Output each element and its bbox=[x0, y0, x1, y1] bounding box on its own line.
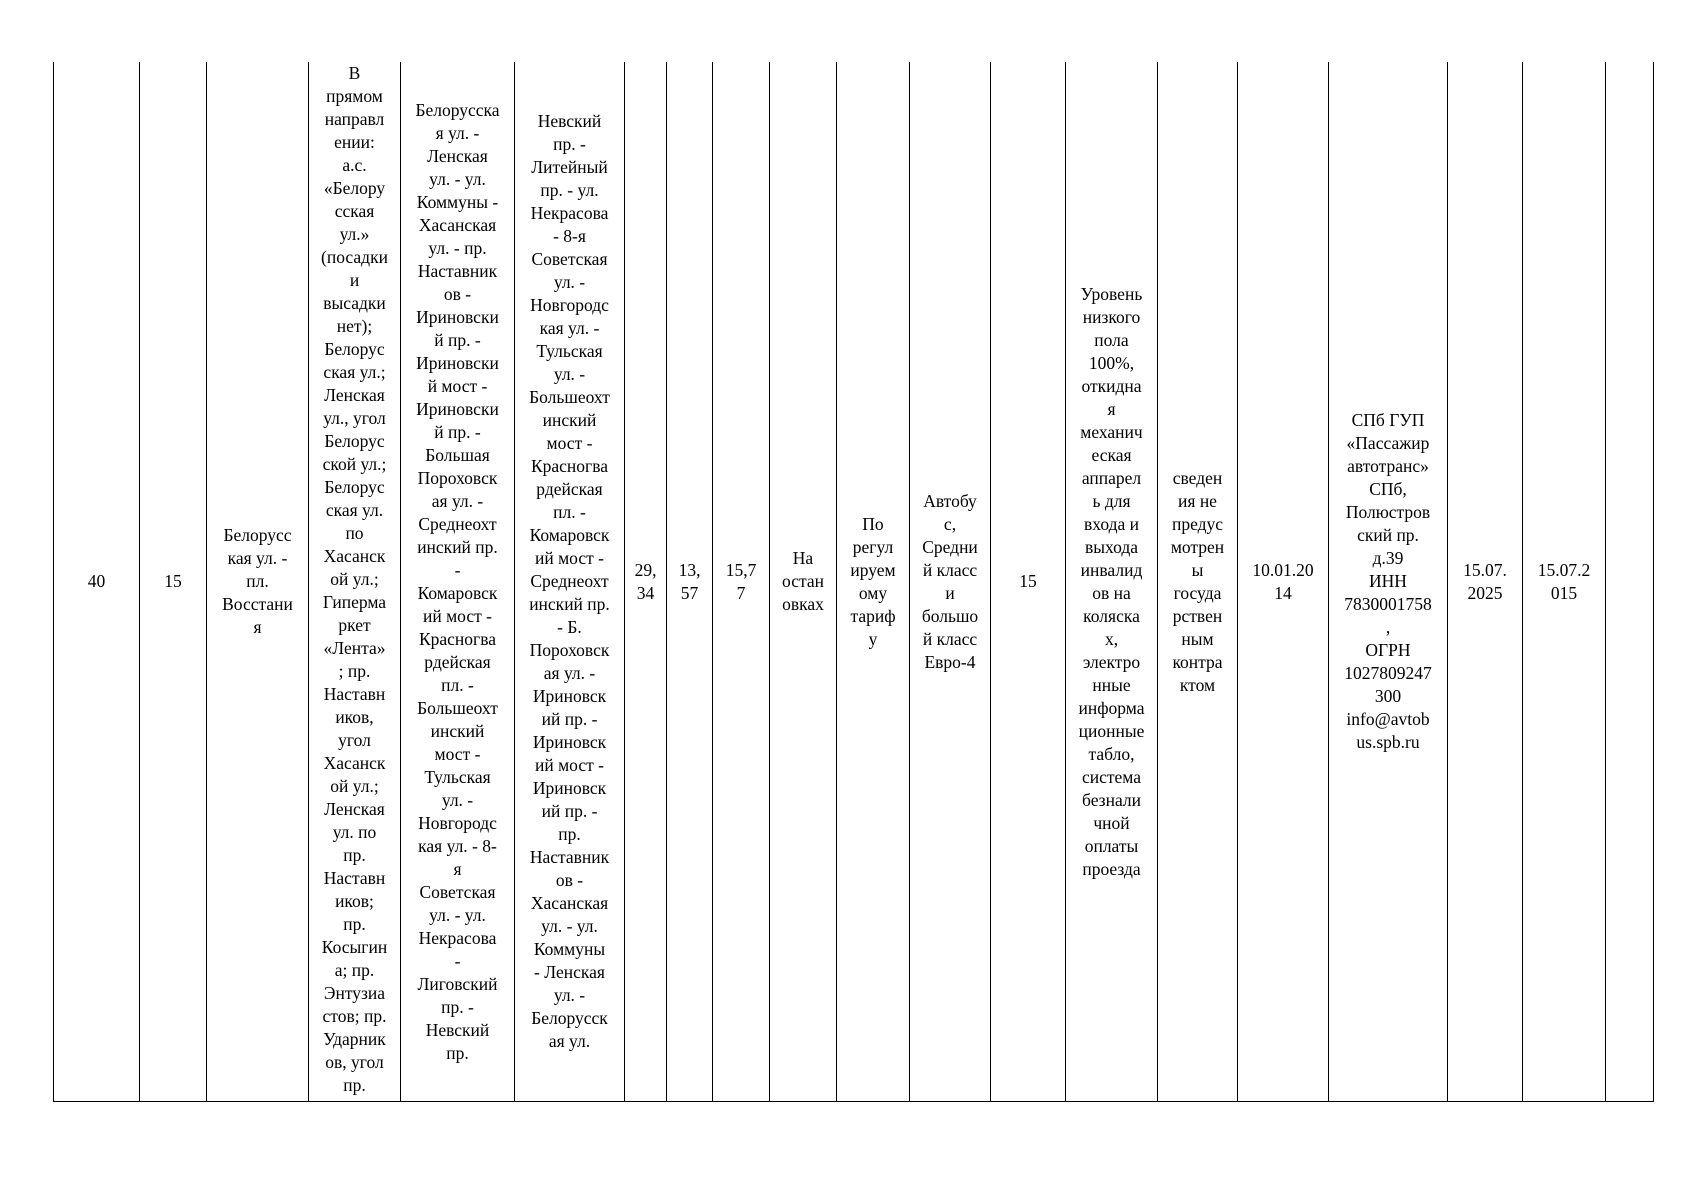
route-order-cell: 15 bbox=[140, 62, 207, 1102]
boarding-procedure-cell: На остан овках bbox=[770, 62, 837, 1102]
extra-cell bbox=[1606, 62, 1654, 1102]
route-name-cell: Белорусс кая ул. - пл. Восстани я bbox=[207, 62, 309, 1102]
route-number-cell: 40 bbox=[54, 62, 140, 1102]
length-backward-cell: 13, 57 bbox=[667, 62, 713, 1102]
length-forward-cell: 29, 34 bbox=[625, 62, 667, 1102]
streets-backward-cell: Невский пр. - Литейный пр. - ул. Некрасова - 8-я Советская ул. - Новгородс кая ул. - Тульская ул. - Большеохт инский мост - Красногва рдейская пл. - Комаровск ий мост - Среднеохт инский пр. - Б. Пороховск ая ул. - Ириновск ий пр. - Ириновск ий мост - Ириновск ий пр. - пр. Наставник ов - Хасанская ул. - ул. Коммуны - Ленская ул. - Белорусск ая ул. bbox=[515, 62, 625, 1102]
streets-forward-cell: Белорусска я ул. - Ленская ул. - ул. Коммуны - Хасанская ул. - пр. Наставник ов - Ириновски й пр. - Ириновски й мост - Ириновски й пр. - Большая Пороховск ая ул. - Среднеохт инский пр. - Комаровск ий мост - Красногва рдейская пл. - Большеохт инский мост - Тульская ул. - Новгородс кая ул. - 8- я Советская ул. - ул. Некрасова - Лиговский пр. - Невский пр. bbox=[401, 62, 515, 1102]
start-date-cell: 10.01.20 14 bbox=[1238, 62, 1329, 1102]
route-registry-table bbox=[53, 62, 1654, 1102]
carrier-cell: СПб ГУП «Пассажир автотранс» СПб, Полюстров ский пр. д.39 ИНН 7830001758 , ОГРН 1027809247 300 info@avtob us.spb.ru bbox=[1329, 62, 1448, 1102]
length-total-cell: 15,7 7 bbox=[713, 62, 770, 1102]
stops-cell: В прямом направл ении: а.с. «Белору сская ул.» (посадки и высадки нет); Белорус ская ул.; Ленская ул., угол Белорус ской ул.; Белорус ская ул. по Хасанск ой ул.; Гиперма ркет «Лента» ; пр. Наставн иков, угол Хасанск ой ул.; Ленская ул. по пр. Наставн иков; пр. Косыгин а; пр. Энтузиа стов; пр. Ударник ов, угол пр. bbox=[309, 62, 401, 1102]
tariff-type-cell: По регул ируем ому тариф у bbox=[837, 62, 910, 1102]
contract-info-cell: сведен ия не предус мотрен ы госуда рствен ным контра ктом bbox=[1158, 62, 1238, 1102]
table-row bbox=[54, 62, 1654, 1102]
date-1-cell: 15.07. 2025 bbox=[1448, 62, 1523, 1102]
date-2-cell: 15.07.2 015 bbox=[1523, 62, 1606, 1102]
vehicle-type-cell: Автобу с, Средни й класс и большо й класс Евро-4 bbox=[910, 62, 991, 1102]
vehicle-count-cell: 15 bbox=[991, 62, 1066, 1102]
vehicle-features-cell: Уровень низкого пола 100%, откидна я механич еская аппарел ь для входа и выхода инвалид ов на коляска х, электро нные информа ционные табло, система безнали чной оплаты проезда bbox=[1066, 62, 1158, 1102]
